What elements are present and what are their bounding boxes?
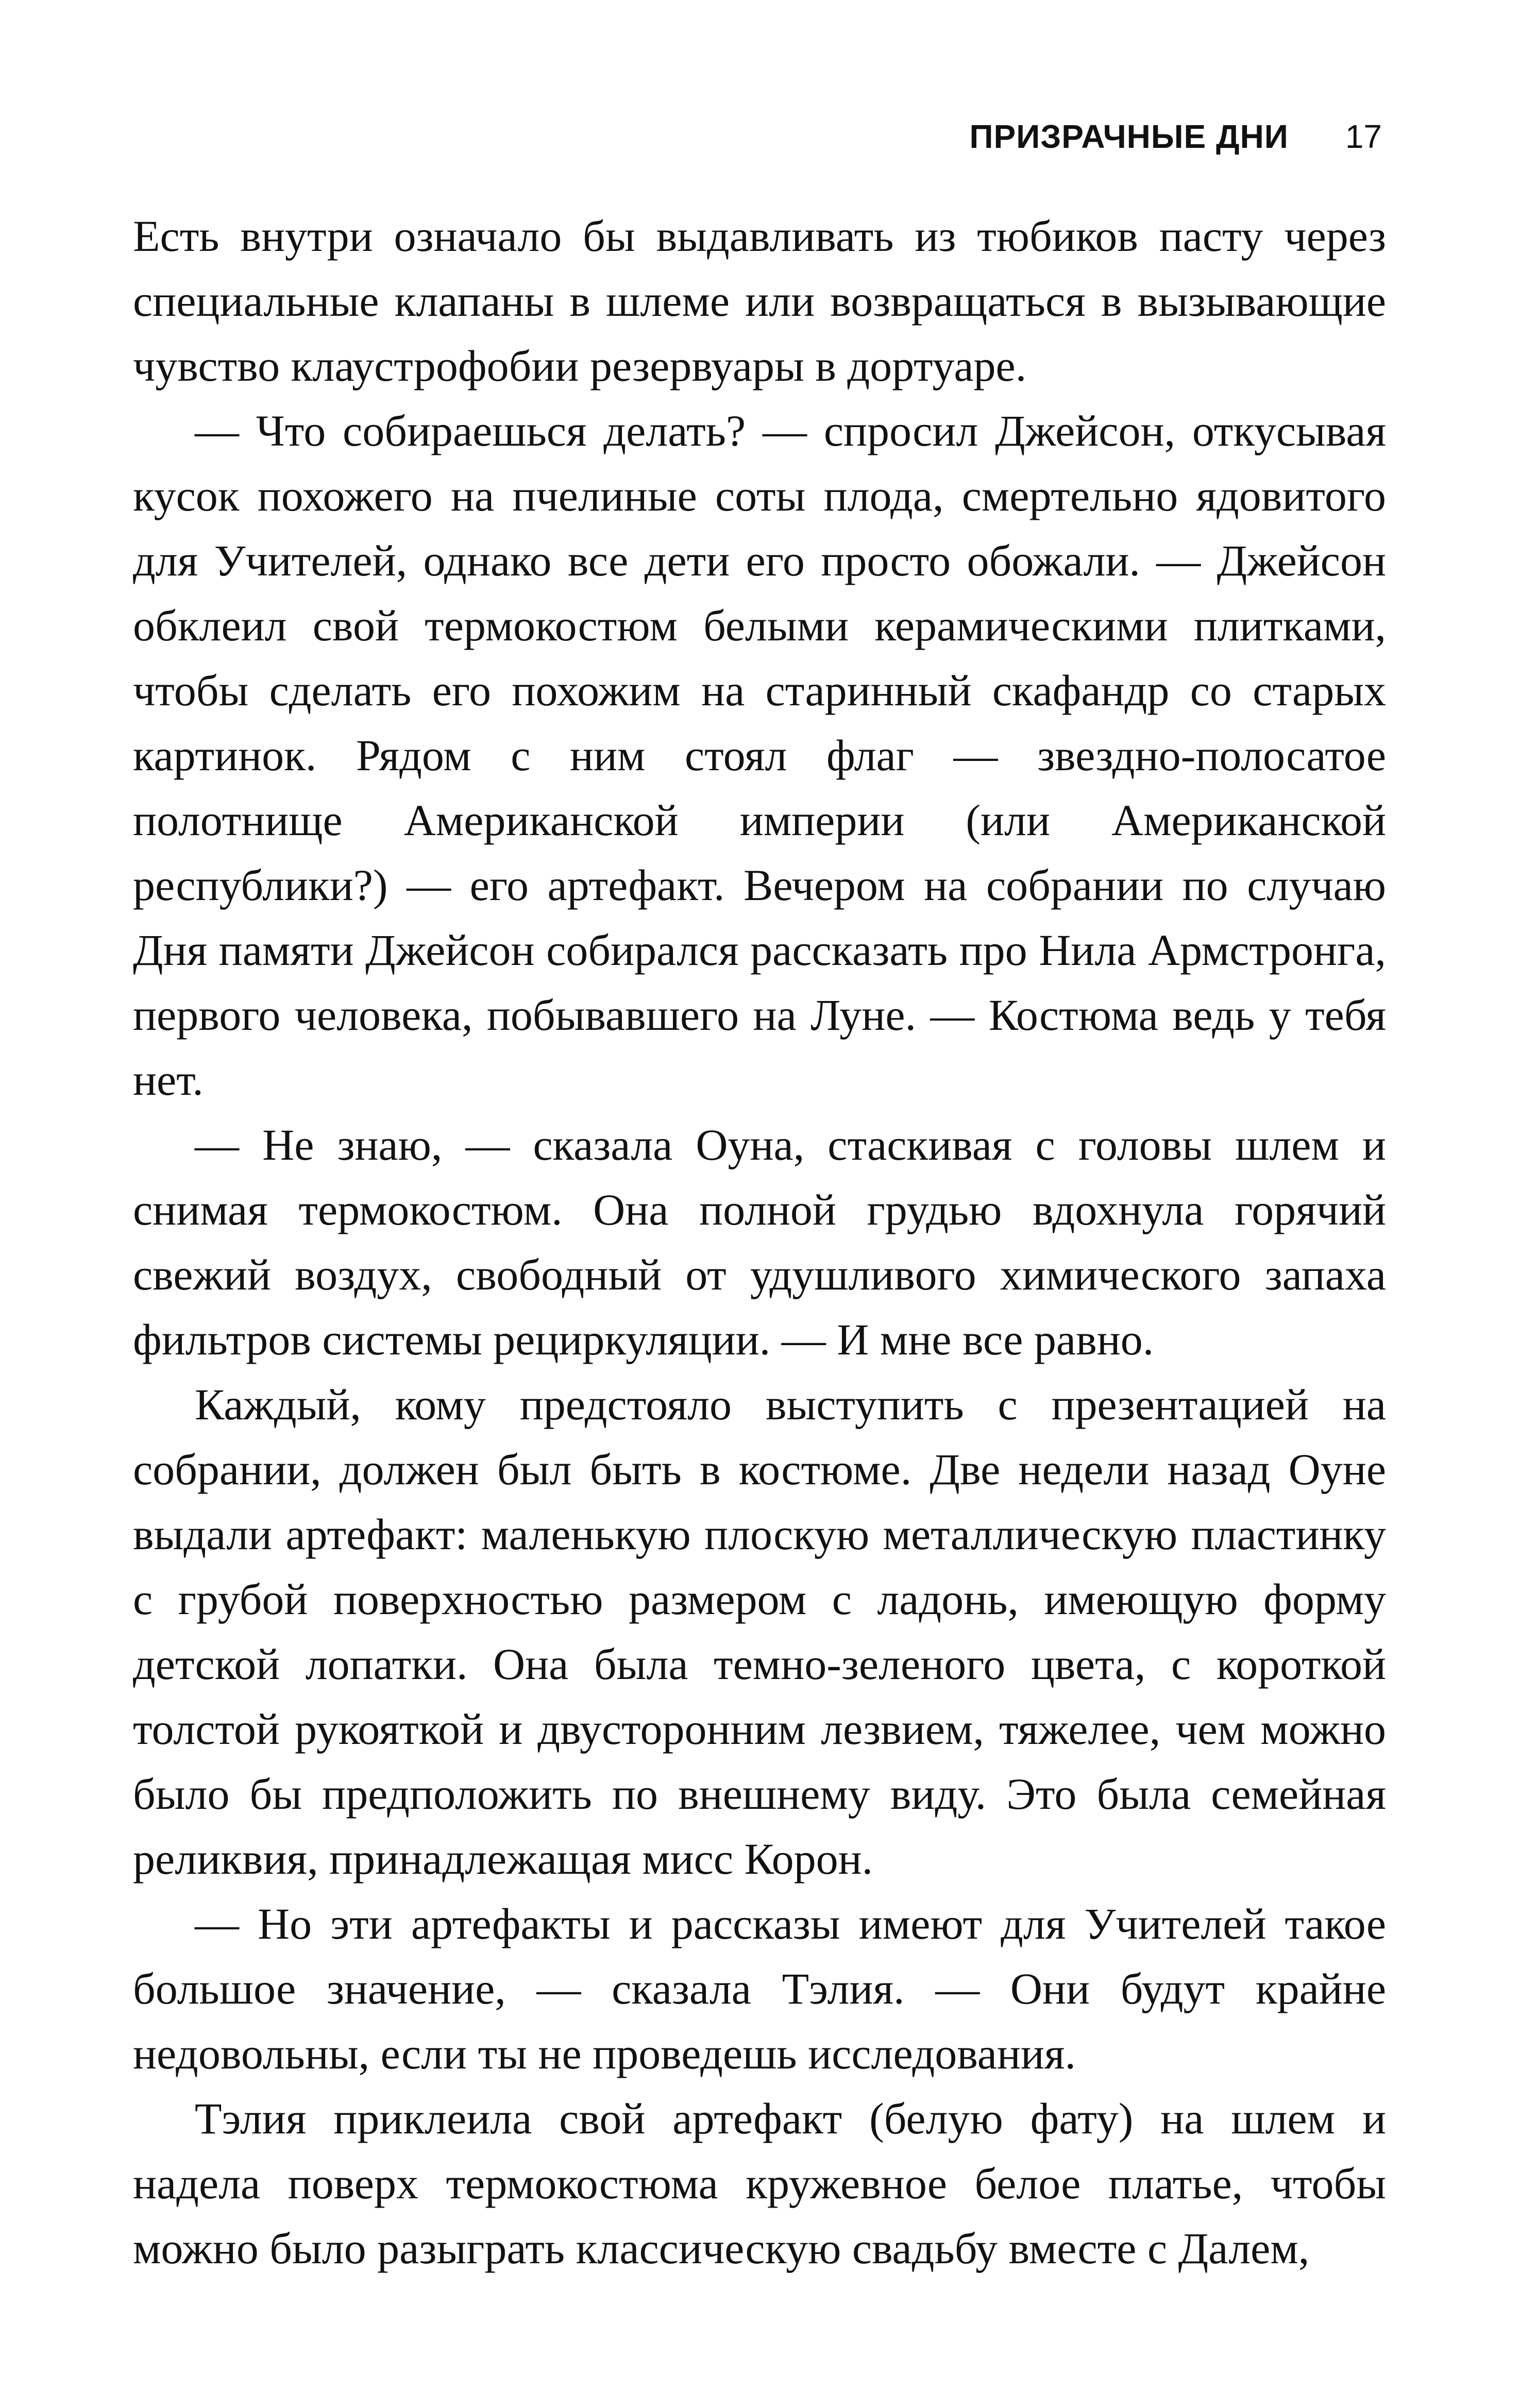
paragraph-3: — Не знаю, — сказала Оуна, стаскивая с головы шлем и снимая термокостюм. Она полной грудью вдохнула горячий свежий воздух, свободный от удушливого химического запаха фильтров системы рециркуляции. — И мне все равно.: [133, 1120, 1386, 1364]
paragraph-5: — Но эти артефакты и рассказы имеют для Учителей такое большое значение, — сказала Тэлия. — Они будут крайне недовольны, если ты не проведешь исследования.: [133, 1899, 1386, 2078]
body-text: [133, 204, 1386, 2281]
paragraph-2: — Что собираешься делать? — спросил Джейсон, откусывая кусок похожего на пчелиные соты плода, смертельно ядовитого для Учителей, однако все дети его просто обожали. — Джейсон обклеил свой термокостюм белыми керамическими плитками, чтобы сделать его похожим на старинный скафандр со старых картинок. Рядом с ним стоял флаг — звездно-полосатое полотнище Американской империи (или Американской республики?) — его артефакт. Вечером на собрании по случаю Дня памяти Джейсон собирался рассказать про Нила Армстронга, первого человека, побывавшего на Луне. — Костюма ведь у тебя нет.: [133, 406, 1386, 1105]
paragraph-4: Каждый, кому предстояло выступить с презентацией на собрании, должен был быть в костюме. Две недели назад Оуне выдали артефакт: маленькую плоскую металлическую пластинку с грубой поверхностью размером с ладонь, имеющую форму детской лопатки. Она была темно-зеленого цвета, с короткой толстой рукояткой и двусторонним лезвием, тяжелее, чем можно было бы предположить по внешнему виду. Это была семейная реликвия, принадлежащая мисс Корон.: [133, 1380, 1386, 1884]
paragraph-1: Есть внутри означало бы выдавливать из тюбиков пасту через специальные клапаны в шлеме или возвращаться в вызывающие чувство клаустрофобии резервуары в дортуаре.: [133, 211, 1386, 391]
running-title: ПРИЗРАЧНЫЕ ДНИ: [969, 118, 1289, 155]
paragraph-6: Тэлия приклеила свой артефакт (белую фату) на шлем и надела поверх термокостюма кружевное белое платье, чтобы можно было разыграть классическую свадьбу вместе с Далем,: [133, 2094, 1386, 2273]
running-header: [970, 108, 1382, 165]
page-number: 17: [1345, 118, 1382, 155]
